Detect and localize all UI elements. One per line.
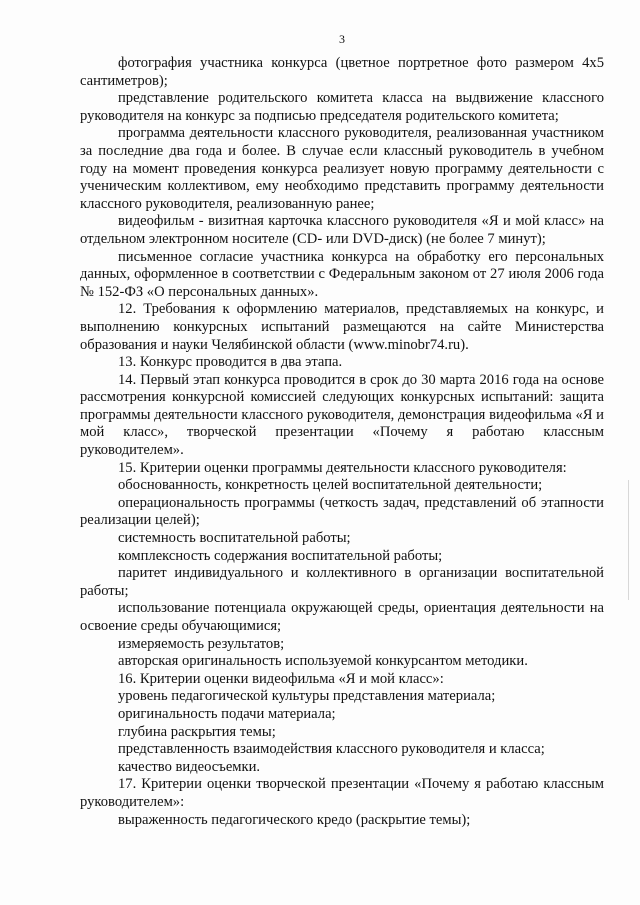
section-heading: 17. Критерии оценки творческой презентации «Почему я работаю классным руководителем»: — [80, 776, 604, 810]
criteria-item: комплексность содержания воспитательной работы; — [118, 547, 443, 564]
criteria-item: измеряемость результатов; — [118, 635, 285, 652]
paragraph: 14. Первый этап конкурса проводится в срок до 30 марта 2016 года на основе рассмотрения конкурсной комиссией следующих конкурсных испытаний: защита программы деятельности классного руководителя, демонстрация видеофильма «Я и мой класс», творческой презентации «Почему я работаю классным руководителем». — [80, 371, 604, 459]
criteria-item: авторская оригинальность используемой конкурсантом методики. — [118, 653, 528, 670]
criteria-item: использование потенциала окружающей среды, ориентация деятельности на освоение среды обучающимися; — [80, 600, 604, 634]
section-heading: 16. Критерии оценки видеофильма «Я и мой класс»: — [118, 670, 444, 687]
page-number: 3 — [339, 32, 345, 46]
criteria-item: выраженность педагогического кредо (раскрытие темы); — [118, 811, 471, 828]
criteria-item: качество видеосъемки. — [118, 758, 261, 775]
paragraph: фотография участника конкурса (цветное портретное фото размером 4х5 сантиметров); — [80, 55, 604, 89]
criteria-item: обоснованность, конкретность целей воспитательной деятельности; — [118, 477, 543, 494]
paragraph: видеофильм - визитная карточка классного руководителя «Я и мой класс» на отдельном электронном носителе (CD- или DVD-диск) (не более 7 минут); — [80, 213, 604, 247]
criteria-item: глубина раскрытия темы; — [118, 723, 276, 740]
criteria-item: представленность взаимодействия классного руководителя и класса; — [118, 741, 545, 758]
section-heading: 15. Критерии оценки программы деятельности классного руководителя: — [118, 459, 567, 476]
paragraph: письменное согласие участника конкурса на обработку его персональных данных, оформленное в соответствии с Федеральным законом от 27 июля 2006 года № 152-ФЗ «О персональных данных». — [80, 248, 604, 300]
criteria-item: уровень педагогической культуры представления материала; — [118, 688, 496, 705]
paragraph: 13. Конкурс проводится в два этапа. — [118, 354, 343, 371]
paragraph: программа деятельности классного руководителя, реализованная участником за последние два года и более. В случае если классный руководитель в учебном году на момент проведения конкурса реализует новую программу деятельности с ученическим коллективом, ему необходимо представить программу деятельности классного руководителя, реализованную ранее; — [80, 125, 604, 212]
scan-edge-mark — [628, 480, 629, 600]
criteria-item: паритет индивидуального и коллективного в организации воспитательной работы; — [80, 565, 604, 599]
document-body — [80, 55, 604, 829]
criteria-item: операциональность программы (четкость задач, представлений об этапности реализации целей); — [80, 494, 604, 529]
criteria-item: оригинальность подачи материала; — [118, 705, 336, 722]
criteria-item: системность воспитательной работы; — [118, 530, 351, 547]
paragraph: представление родительского комитета класса на выдвижение классного руководителя на конкурс за подписью председателя родительского комитета; — [80, 90, 604, 124]
paragraph: 12. Требования к оформлению материалов, представляемых на конкурс, и выполнению конкурсных испытаний размещаются на сайте Министерства образования и науки Челябинской области (www.minobr74.ru). — [80, 301, 604, 353]
